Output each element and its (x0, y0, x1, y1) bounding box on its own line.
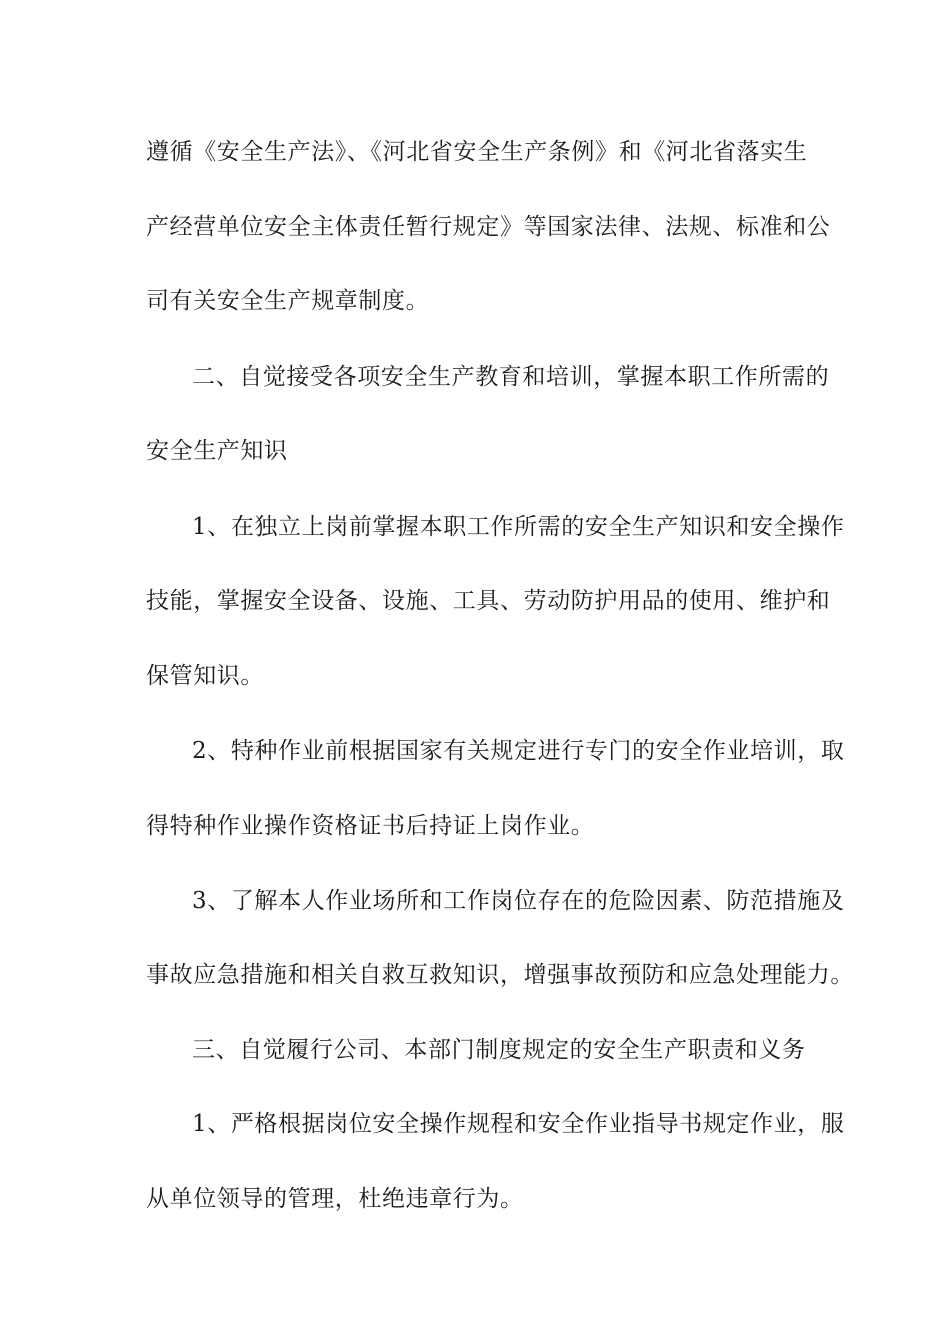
item-2-1-line-1: 1、在独立上岗前掌握本职工作所需的安全生产知识和安全操作 (192, 514, 845, 540)
item-2-2-line-1: 2、特种作业前根据国家有关规定进行专门的安全作业培训，取 (192, 738, 845, 764)
item-3-1-line-2: 从单位领导的管理，杜绝违章行为。 (146, 1186, 524, 1212)
item-3-1-line-1: 1、严格根据岗位安全操作规程和安全作业指导书规定作业，服 (192, 1111, 845, 1137)
item-2-2-line-2: 得特种作业操作资格证书后持证上岗作业。 (146, 813, 595, 839)
section-heading-2-line-1: 二、自觉接受各项安全生产教育和培训，掌握本职工作所需的 (192, 364, 830, 390)
section-heading-3: 三、自觉履行公司、本部门制度规定的安全生产职责和义务 (192, 1037, 806, 1063)
item-2-3-line-1: 3、了解本人作业场所和工作岗位存在的危险因素、防范措施及 (192, 888, 845, 914)
section-heading-2-line-2: 安全生产知识 (146, 438, 288, 464)
paragraph-line-1: 遵循《安全生产法》、《河北省安全生产条例》和《河北省落实生 (146, 139, 808, 165)
item-2-1-line-2: 技能，掌握安全设备、设施、工具、劳动防护用品的使用、维护和 (146, 588, 831, 614)
item-2-1-line-3: 保管知识。 (146, 663, 264, 689)
paragraph-line-3: 司有关安全生产规章制度。 (146, 288, 430, 314)
item-2-3-line-2: 事故应急措施和相关自救互救知识，增强事故预防和应急处理能力。 (146, 962, 854, 988)
paragraph-line-2: 产经营单位安全主体责任暂行规定》等国家法律、法规、标准和公 (146, 214, 831, 240)
